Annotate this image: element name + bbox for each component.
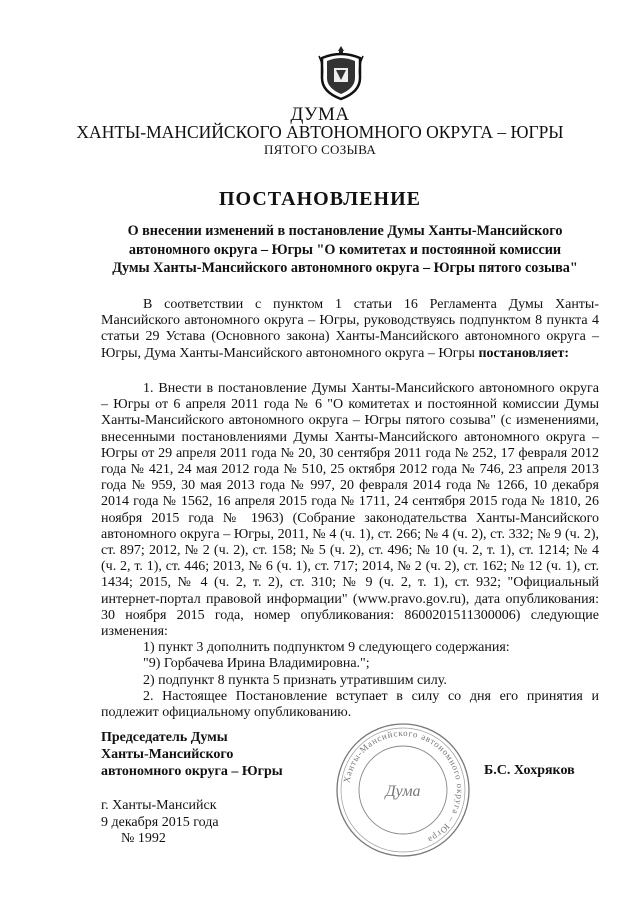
convocation: ПЯТОГО СОЗЫВА	[263, 142, 377, 157]
item-1: 1. Внести в постановление Думы Ханты-Мансийского автономного округа – Югры от 6 апреля 2011 года № 6 "О комитетах и постоянной комиссии Думы Ханты-Мансийского автономного округа – Югры пятого созыва" (с изменениями, внесенными постановлениями Думы Ханты-Мансийского автономного округа – Югры от 29 апреля 2011 года № 20, 30 сентября 2011 года № 252, 17 февраля 2012 года № 421, 24 мая 2012 года № 510, 25 октября 2012 года № 746, 23 апреля 2013 года № 959, 30 мая 2013 года № 997, 20 февраля 2014 года № 1266, 10 декабря 2014 года № 1562, 16 апреля 2015 года № 1711, 24 сентября 2015 года № 1810, 26 ноября 2015 года № 1963) (Собрание законодательства Ханты-Мансийского автономного округа – Югры, 2011, № 4 (ч. 1), ст. 266; № 4 (ч. 2), ст. 332; № 9 (ч. 2), ст. 897; 2012, № 2 (ч. 2), ст. 158; № 5 (ч. 2), ст. 496; № 10 (ч. 2, т. 1), ст. 1214; № 4 (ч. 2, т. 1), ст. 446; 2013, № 6 (ч. 1), ст. 717; 2014, № 2 (ч. 2), ст. 162; № 12 (ч. 1), ст. 1434; 2015, № 4 (ч. 2, т. 2), ст. 310; № 9 (ч. 2, т. 1), ст. 932; "Официальный интернет-портал правовой информации" (www.pravo.gov.ru), дата опубликования: 30 ноября 2015 года, номер опубликования: 8600201511300006) следующие изменения:	[101, 381, 599, 640]
signer-position	[101, 729, 283, 780]
official-stamp	[333, 720, 473, 860]
position-line: Ханты-Мансийского	[101, 747, 234, 762]
preamble-text: В соответствии с пунктом 1 статьи 16 Регламента Думы Ханты-Мансийского автономного округа – Югры, руководствуясь подпунктом 8 пункта 4 статьи 29 Устава (Основного закона) Ханты-Мансийского автономного округа – Югры, Дума Ханты-Мансийского автономного округа – Югры	[101, 297, 599, 361]
okrug-name: ХАНТЫ-МАНСИЙСКОГО АВТОНОМНОГО ОКРУГА – ЮГРЫ	[76, 122, 564, 142]
item-1-subitem-1: 1) пункт 3 дополнить подпунктом 9 следующего содержания:	[143, 640, 510, 656]
issue-city: г. Ханты-Мансийск	[101, 798, 217, 813]
subject-line: Думы Ханты-Мансийского автономного округа – Югры пятого созыва"	[112, 260, 578, 276]
position-line: автономного округа – Югры	[101, 764, 283, 779]
subject-line: О внесении изменений в постановление Думы Ханты-Мансийского	[127, 223, 563, 239]
item-1-subitem-2: 2) подпункт 8 пункта 5 признать утратившим силу.	[143, 672, 447, 688]
svg-text:Ханты-Мансийского автономного: Ханты-Мансийского автономного округа – Югра	[341, 727, 466, 846]
document-type: ПОСТАНОВЛЕНИЕ	[219, 188, 421, 210]
svg-text:Дума: Дума	[385, 783, 421, 800]
resolution-body	[101, 381, 599, 721]
coat-of-arms-emblem	[316, 42, 366, 102]
signer-name: Б.С. Хохряков	[484, 763, 575, 778]
item-1-quote: "9) Горбачева Ирина Владимировна.";	[143, 656, 370, 672]
document-footer	[101, 798, 219, 848]
document-subject	[80, 222, 610, 278]
organization-name: ДУМА	[290, 104, 350, 125]
position-line: Председатель Думы	[101, 730, 228, 745]
item-2: 2. Настоящее Постановление вступает в силу со дня его принятия и подлежит официальному опубликованию.	[101, 688, 599, 721]
preamble	[101, 297, 599, 362]
document-number: № 1992	[121, 831, 166, 846]
preamble-emphasis: постановляет:	[478, 345, 570, 361]
subject-line: автономного округа – Югры "О комитетах и постоянной комиссии	[128, 241, 562, 258]
issue-date: 9 декабря 2015 года	[101, 814, 219, 830]
